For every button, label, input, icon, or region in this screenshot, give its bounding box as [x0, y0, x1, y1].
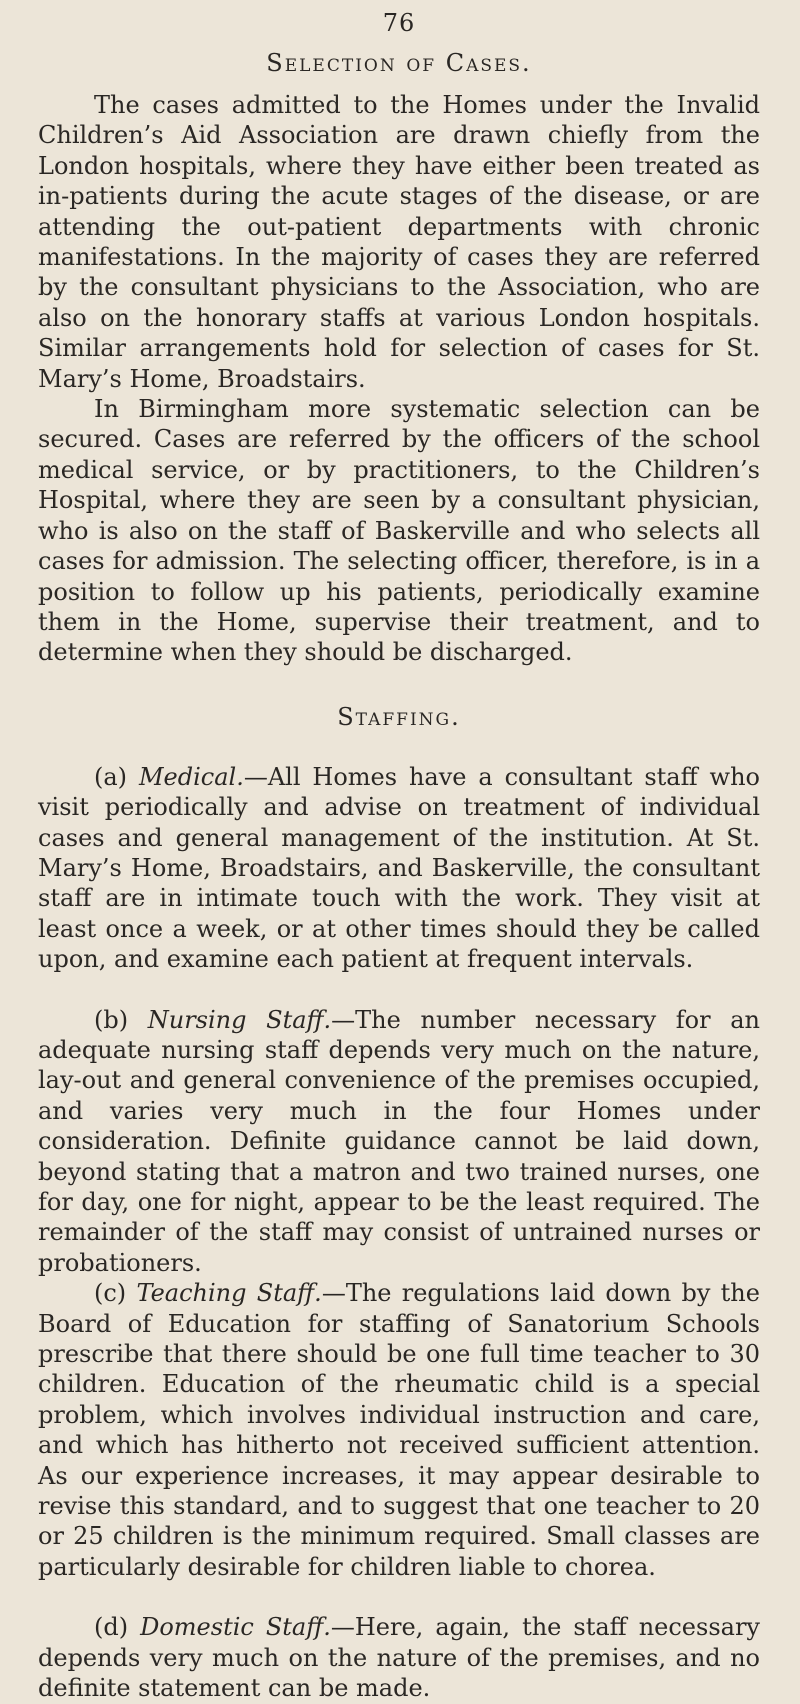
item-marker: (b): [94, 1005, 129, 1034]
item-text: —All Homes have a consultant staff who visit periodically and advise on treatment of individual cases and general management of the institution. At St. Mary’s Home, Broadstairs, and Baskerville, the consultant staff are in intimate touch with the work. They visit at least once a week, or at other times should they be called upon, and examine each patient at frequent intervals.: [38, 762, 760, 974]
staffing-item-domestic: [38, 1612, 760, 1703]
item-title: Domestic Staff.: [140, 1613, 331, 1642]
item-text: —The regulations laid down by the Board of Education for staffing of Sanatorium Schools prescribe that there should be one full time teacher to 30 children. Education of the rheumatic child is a special problem, which involves individual instruction and care, and which has hitherto not received sufficient attention. As our experience increases, it may appear desirable to revise this standard, and to suggest that one teacher to 20 or 25 children is the minimum required. Small classes are particularly desirable for children liable to chorea.: [38, 1279, 760, 1581]
page-number: 76: [382, 9, 416, 37]
item-title: Teaching Staff.: [136, 1279, 322, 1308]
item-text: —Here, again, the staff necessary depends very much on the nature of the premises, and no definite statement can be made.: [38, 1613, 760, 1703]
selection-heading: Selection of Cases.: [266, 49, 532, 77]
item-title: Medical.: [138, 762, 244, 791]
staffing-item-teaching: [38, 1278, 760, 1582]
item-text: —The number necessary for an adequate nursing staff depends very much on the nature, lay-out and general convenience of the premises occupied, and varies very much in the four Homes under consideration. Definite guidance cannot be laid down, beyond stating that a matron and two trained nurses, one for day, one for night, appear to be the least required. The remainder of the staff may consist of untrained nurses or probationers.: [38, 1005, 760, 1277]
staffing-item-nursing: [38, 1005, 760, 1279]
staffing-item-medical: [38, 762, 760, 975]
item-marker: (d): [94, 1613, 129, 1642]
selection-paragraph-1: The cases admitted to the Homes under the Invalid Children’s Aid Association are drawn chiefly from the London hospitals, where they have either been treated as in-patients during the acute stages of the disease, or are attending the out-patient departments with chronic manifestations. In the majority of cases they are referred by the consultant physicians to the Association, who are also on the honorary staffs at various London hospitals. Similar arrangements hold for selection of cases for St. Mary’s Home, Broadstairs.: [38, 91, 760, 393]
item-marker: (a): [94, 762, 128, 791]
selection-paragraph-2: In Birmingham more systematic selection can be secured. Cases are referred by the officers of the school medical service, or by practitioners, to the Children’s Hospital, where they are seen by a consultant physician, who is also on the staff of Baskerville and who selects all cases for admission. The selecting officer, therefore, is in a position to follow up his patients, periodically examine them in the Home, supervise their treatment, and to determine when they should be discharged.: [38, 395, 760, 667]
item-title: Nursing Staff.: [147, 1005, 332, 1034]
item-marker: (c): [94, 1279, 127, 1308]
staffing-heading: Staffing.: [337, 702, 461, 731]
